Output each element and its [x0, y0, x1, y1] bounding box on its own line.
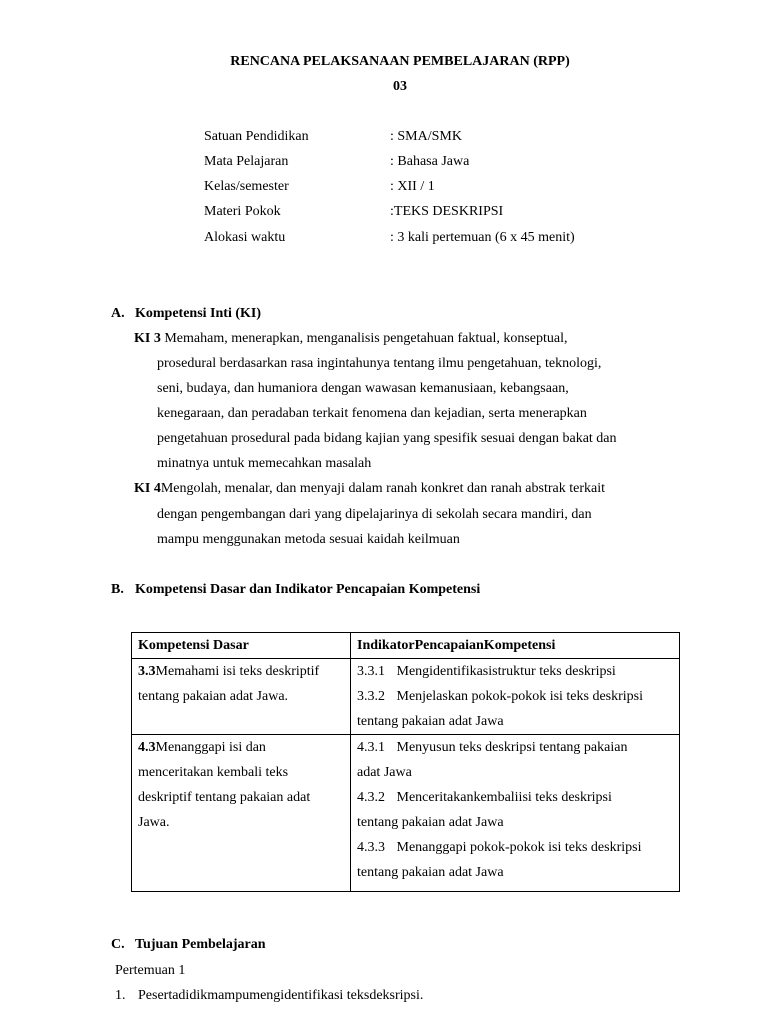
kd-text-line: menceritakan kembali teks	[138, 765, 289, 780]
identity-label: Alokasi waktu	[204, 230, 286, 245]
ki3-line: minatnya untuk memecahkan masalah	[157, 456, 372, 471]
indicator-number: 4.3.1	[357, 740, 385, 755]
list-item	[115, 986, 423, 1006]
identity-label: Satuan Pendidikan	[204, 129, 309, 144]
table-header-indicator: IndikatorPencapaianKompetensi	[351, 633, 680, 659]
section-letter: C.	[111, 937, 125, 952]
indicator-continuation: adat Jawa	[357, 765, 412, 780]
identity-value: :TEKS DESKRIPSI	[390, 204, 504, 219]
indicator-text: Menjelaskan pokok-pokok isi teks deskripsi	[396, 689, 644, 704]
kd-number: 4.3	[138, 740, 156, 755]
kd-text: Memahami isi teks deskriptif	[155, 664, 320, 679]
indicator-text: Mengidentifikasistruktur teks deskripsi	[396, 664, 616, 679]
kd-text-line: Jawa.	[138, 815, 170, 830]
identity-value: : 3 kali pertemuan (6 x 45 menit)	[390, 230, 575, 245]
indicator-text: Menanggapi pokok-pokok isi teks deskripsi	[396, 840, 642, 855]
ki4-line: dengan pengembangan dari yang dipelajarinya di sekolah secara mandiri, dan	[157, 507, 592, 522]
ki3-line: pengetahuan prosedural pada bidang kajian yang spesifik sesuai dengan bakat dan	[157, 431, 617, 446]
competency-table	[131, 632, 680, 892]
kd-cell	[132, 735, 351, 892]
ki4-label: KI 4	[134, 481, 161, 496]
section-letter: A.	[111, 306, 125, 321]
indicator-number: 4.3.3	[357, 840, 385, 855]
table-header-row	[132, 633, 680, 659]
doc-number: 03	[393, 79, 407, 94]
indicator-item	[357, 835, 673, 860]
ki4-line: mampu menggunakan metoda sesuai kaidah keilmuan	[157, 532, 460, 547]
indicator-text: Menyusun teks deskripsi tentang pakaian	[396, 740, 628, 755]
meeting-label: Pertemuan 1	[115, 963, 186, 978]
kd-cell	[132, 659, 351, 735]
ki3-line: kenegaraan, dan peradaban terkait fenomena dan kejadian, serta menerapkan	[157, 406, 587, 421]
identity-value: : Bahasa Jawa	[390, 154, 470, 169]
indicator-number: 3.3.2	[357, 689, 385, 704]
ki4-text: Mengolah, menalar, dan menyaji dalam ranah konkret dan ranah abstrak terkait	[160, 481, 605, 496]
section-title: Tujuan Pembelajaran	[135, 937, 266, 952]
kd-text-line: tentang pakaian adat Jawa.	[138, 689, 289, 704]
identity-label: Materi Pokok	[204, 204, 281, 219]
indicator-cell	[351, 659, 680, 735]
ki3-text: Memaham, menerapkan, menganalisis pengetahuan faktual, konseptual,	[160, 331, 568, 346]
indicator-number: 4.3.2	[357, 790, 385, 805]
indicator-number: 3.3.1	[357, 664, 385, 679]
doc-title: RENCANA PELAKSANAAN PEMBELAJARAN (RPP)	[230, 54, 570, 69]
kd-number: 3.3	[138, 664, 156, 679]
indicator-item	[357, 684, 673, 709]
ki3-label: KI 3	[134, 331, 161, 346]
indicator-text: Menceritakankembaliisi teks deskripsi	[396, 790, 612, 805]
table-row	[132, 659, 680, 735]
section-letter: B.	[111, 582, 124, 597]
section-b-heading	[111, 580, 480, 600]
section-title: Kompetensi Dasar dan Indikator Pencapaian Kompetensi	[135, 582, 481, 597]
indicator-continuation: tentang pakaian adat Jawa	[357, 815, 504, 830]
identity-value: : XII / 1	[390, 179, 435, 194]
indicator-continuation: tentang pakaian adat Jawa	[357, 714, 504, 729]
ki3-line: prosedural berdasarkan rasa ingintahunya tentang ilmu pengetahuan, teknologi,	[157, 356, 602, 371]
indicator-item	[357, 785, 673, 810]
list-item-number: 1.	[115, 988, 126, 1003]
section-c-heading	[111, 935, 266, 955]
indicator-item	[357, 735, 673, 760]
table-header-kd: Kompetensi Dasar	[132, 633, 351, 659]
table-row	[132, 735, 680, 892]
identity-label: Kelas/semester	[204, 179, 289, 194]
ki3-first-line	[134, 329, 568, 349]
identity-label: Mata Pelajaran	[204, 154, 289, 169]
section-a-heading	[111, 304, 261, 324]
identity-value: : SMA/SMK	[390, 129, 462, 144]
kd-text: Menanggapi isi dan	[155, 740, 266, 755]
indicator-continuation: tentang pakaian adat Jawa	[357, 865, 504, 880]
kd-text-line: deskriptif tentang pakaian adat	[138, 790, 311, 805]
section-title: Kompetensi Inti (KI)	[135, 306, 261, 321]
list-item-text: Pesertadidikmampumengidentifikasi teksdeksripsi.	[138, 988, 424, 1003]
indicator-item	[357, 659, 673, 684]
ki4-first-line	[134, 479, 605, 499]
indicator-cell	[351, 735, 680, 892]
ki3-line: seni, budaya, dan humaniora dengan wawasan kemanusiaan, kebangsaan,	[157, 381, 569, 396]
